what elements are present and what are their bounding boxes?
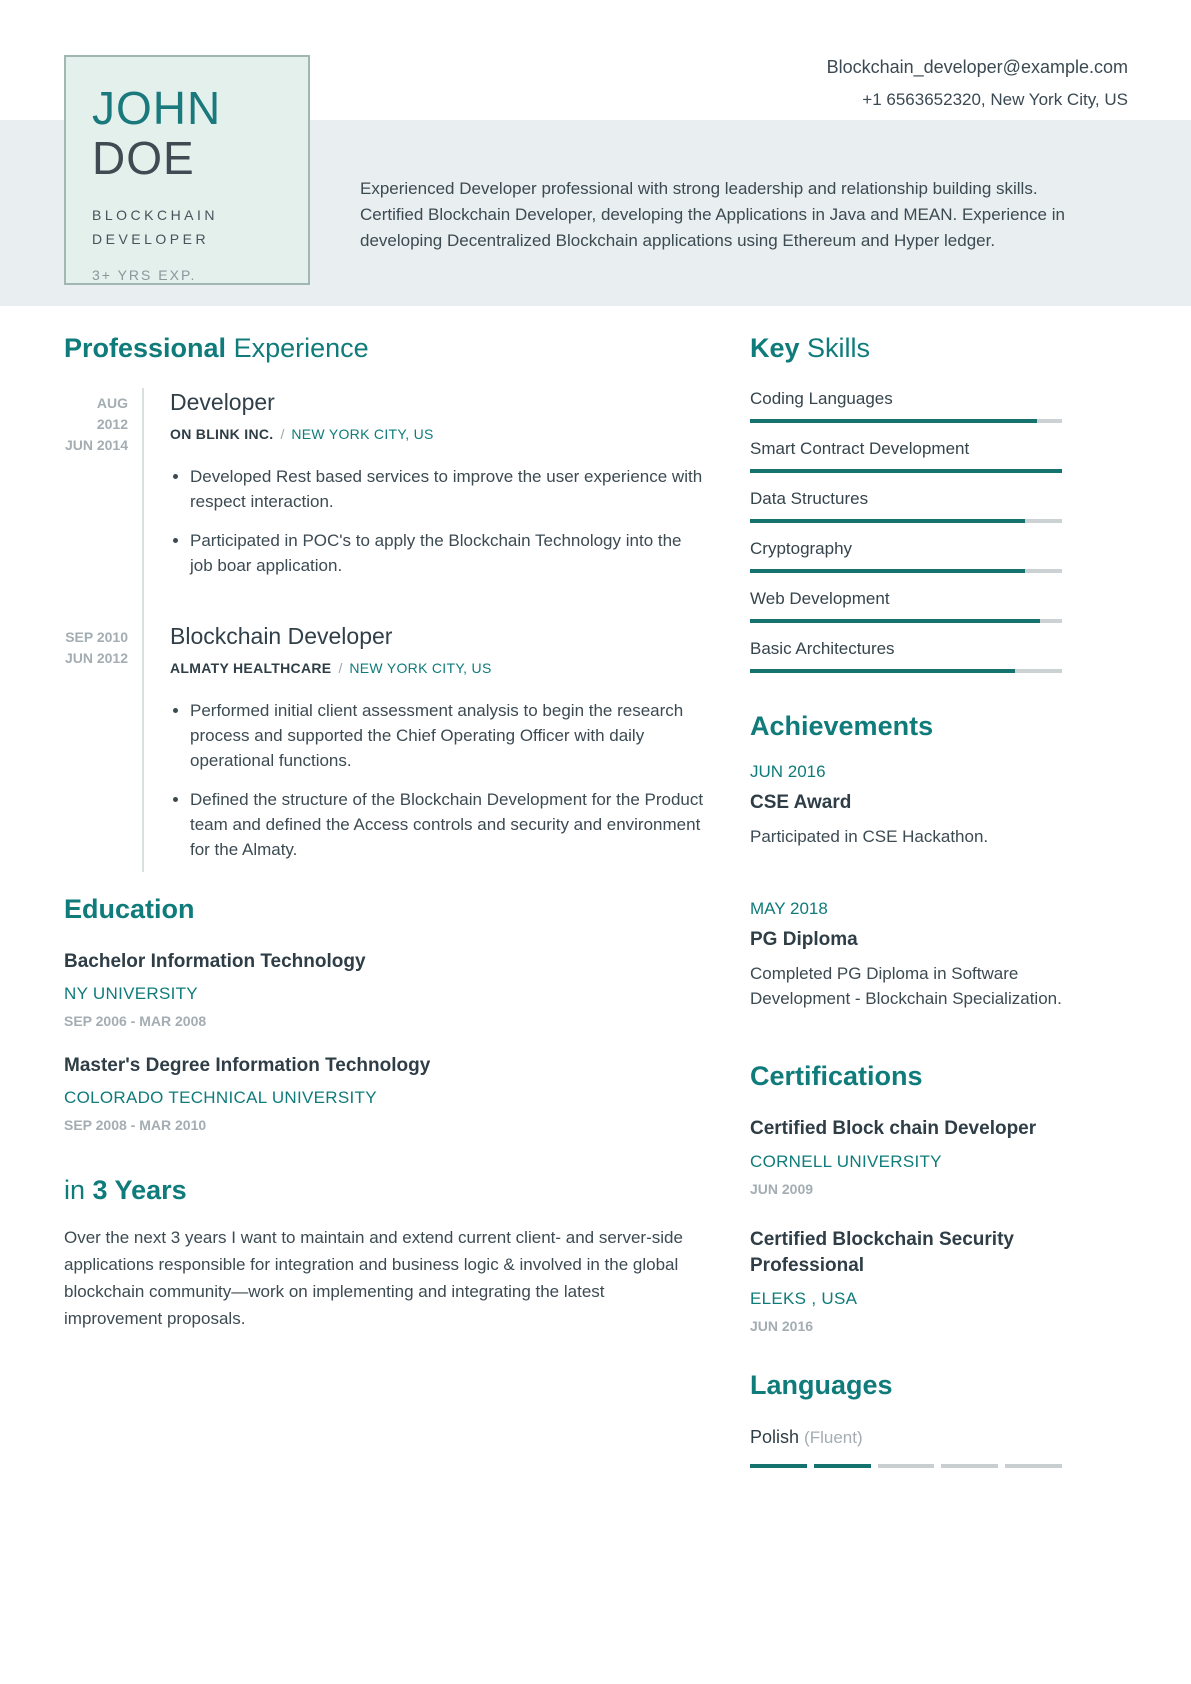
school-name: NY UNIVERSITY xyxy=(64,984,198,1003)
job-date-start: AUG 2012 xyxy=(96,395,128,432)
language-fluency: (Fluent) xyxy=(804,1428,863,1447)
job-meta xyxy=(170,426,704,442)
goals-title-bold: 3 Years xyxy=(92,1175,187,1205)
experience-section-title xyxy=(64,333,704,364)
education-item-2 xyxy=(64,1055,704,1133)
skill-item xyxy=(750,439,1062,473)
goals-title-regular: in xyxy=(64,1175,86,1205)
job-role: Developer xyxy=(170,389,275,415)
skill-level-fill xyxy=(750,619,1040,623)
main-column xyxy=(64,333,704,1332)
contact-phone-location: +1 6563652320, New York City, US xyxy=(862,90,1128,109)
job-title-line-2: DEVELOPER xyxy=(92,231,210,247)
job-meta xyxy=(170,660,704,676)
language-name: Polish xyxy=(750,1427,800,1447)
education-list xyxy=(64,951,704,1133)
meta-separator: / xyxy=(280,426,285,442)
job-details xyxy=(142,388,704,622)
skill-level-bar xyxy=(750,419,1062,423)
skill-level-fill xyxy=(750,519,1025,523)
job-title-line-1: BLOCKCHAIN xyxy=(92,207,219,223)
job-bullet: • Participated in POC's to apply the Blockchain Technology into the job boar application. xyxy=(190,528,704,578)
achievements-section-title: Achievements xyxy=(750,711,934,741)
skills-title-regular: Skills xyxy=(807,333,871,363)
certification-name: Certified Block chain Developer xyxy=(750,1118,1037,1139)
degree-name: Bachelor Information Technology xyxy=(64,951,366,972)
skill-name: Data Structures xyxy=(750,489,869,508)
job-dates xyxy=(64,622,128,872)
language-level-bar xyxy=(750,1464,1062,1468)
skill-level-bar xyxy=(750,569,1062,573)
skill-level-fill xyxy=(750,469,1062,473)
skills-title-bold: Key xyxy=(750,333,800,363)
skill-name: Cryptography xyxy=(750,539,853,558)
skill-name: Coding Languages xyxy=(750,389,893,408)
skill-level-fill xyxy=(750,669,1015,673)
language-level-segment xyxy=(750,1464,807,1468)
job-entry-1 xyxy=(64,388,704,622)
experience-title-bold: Professional xyxy=(64,333,227,363)
professional-summary: Experienced Developer professional with strong leadership and relationship building skills. Certified Blockchain Developer, developing the Applications in Java and MEAN. Experience in developing Decentralized Blockchain applications using Ethereum and Hyper ledger. xyxy=(360,179,1065,250)
achievement-description: Participated in CSE Hackathon. xyxy=(750,827,989,846)
certification-item-2 xyxy=(750,1227,1062,1334)
skill-level-fill xyxy=(750,569,1025,573)
meta-separator: / xyxy=(338,660,343,676)
side-column xyxy=(750,333,1062,1468)
company-name: ON BLINK INC. xyxy=(170,426,274,442)
certification-name: Certified Blockchain Security Professional xyxy=(750,1229,1014,1276)
certifications-list xyxy=(750,1116,1062,1334)
skill-item xyxy=(750,389,1062,423)
job-bullet: • Developed Rest based services to improve the user experience with respect interaction. xyxy=(190,464,704,514)
achievement-item-2 xyxy=(750,899,1062,1011)
skill-item xyxy=(750,489,1062,523)
job-bullet: • Performed initial client assessment analysis to begin the research process and supported the Chief Operating Officer with daily operational functions. xyxy=(190,698,704,773)
degree-name: Master's Degree Information Technology xyxy=(64,1055,431,1076)
job-date-end: JUN 2012 xyxy=(64,650,128,666)
certification-date: JUN 2009 xyxy=(750,1181,814,1197)
certification-issuer: ELEKS , USA xyxy=(750,1289,858,1308)
job-location: NEW YORK CITY, US xyxy=(291,426,434,442)
languages-list xyxy=(750,1427,1062,1468)
job-bullets xyxy=(170,464,704,578)
job-bullets xyxy=(170,698,704,862)
skills-list xyxy=(750,389,1062,673)
job-dates xyxy=(64,388,128,622)
skill-item xyxy=(750,539,1062,573)
skill-level-bar xyxy=(750,469,1062,473)
achievement-item-1 xyxy=(750,762,1062,849)
achievement-date: MAY 2018 xyxy=(750,899,828,918)
job-date-start: SEP 2010 xyxy=(65,629,128,645)
skill-name: Basic Architectures xyxy=(750,639,895,658)
experience-years: 3+ YRS EXP. xyxy=(92,267,197,283)
education-item-1 xyxy=(64,951,704,1029)
achievement-name: CSE Award xyxy=(750,792,852,813)
skill-item xyxy=(750,639,1062,673)
experience-title-regular: Experience xyxy=(233,333,369,363)
achievement-name: PG Diploma xyxy=(750,929,858,950)
skill-level-bar xyxy=(750,669,1062,673)
language-level-segment xyxy=(878,1464,935,1468)
contact-info xyxy=(827,57,1128,110)
job-date-end: JUN 2014 xyxy=(64,437,128,453)
job-location: NEW YORK CITY, US xyxy=(349,660,492,676)
languages-section-title: Languages xyxy=(750,1370,893,1400)
language-level-segment xyxy=(814,1464,871,1468)
education-dates: SEP 2008 - MAR 2010 xyxy=(64,1117,207,1133)
language-row xyxy=(750,1427,1062,1448)
goals-section-title xyxy=(64,1175,704,1206)
goals-body: Over the next 3 years I want to maintain and extend current client- and server-side applications responsible for integration and business logic & involved in the global blockchain community—work on implementing and integrating the latest improvement proposals. xyxy=(64,1228,683,1328)
achievement-date: JUN 2016 xyxy=(750,762,826,781)
job-entry-2 xyxy=(64,622,704,872)
job-bullet: • Defined the structure of the Blockchain Development for the Product team and defined the Access controls and security and environment for the Almaty. xyxy=(190,787,704,862)
certification-date: JUN 2016 xyxy=(750,1318,814,1334)
certifications-section-title: Certifications xyxy=(750,1061,923,1091)
achievements-list xyxy=(750,762,1062,1011)
language-item xyxy=(750,1427,1062,1468)
name-card xyxy=(64,55,310,285)
skill-level-fill xyxy=(750,419,1037,423)
job-details xyxy=(142,622,704,872)
skills-section-title xyxy=(750,333,1062,364)
company-name: ALMATY HEALTHCARE xyxy=(170,660,332,676)
education-section-title: Education xyxy=(64,894,195,924)
language-level-segment xyxy=(1005,1464,1062,1468)
certification-issuer: CORNELL UNIVERSITY xyxy=(750,1152,942,1171)
skill-level-bar xyxy=(750,519,1062,523)
achievement-description: Completed PG Diploma in Software Development - Blockchain Specialization. xyxy=(750,964,1062,1008)
school-name: COLORADO TECHNICAL UNIVERSITY xyxy=(64,1088,377,1107)
job-title xyxy=(92,203,288,251)
education-dates: SEP 2006 - MAR 2008 xyxy=(64,1013,207,1029)
language-level-segment xyxy=(941,1464,998,1468)
experience-timeline xyxy=(64,388,704,872)
contact-email: Blockchain_developer@example.com xyxy=(826,57,1128,77)
job-role: Blockchain Developer xyxy=(170,623,393,649)
skill-item xyxy=(750,589,1062,623)
skill-name: Web Development xyxy=(750,589,890,608)
last-name: DOE xyxy=(92,132,195,184)
certification-item-1 xyxy=(750,1116,1062,1197)
skill-name: Smart Contract Development xyxy=(750,439,970,458)
first-name: JOHN xyxy=(92,82,222,134)
skill-level-bar xyxy=(750,619,1062,623)
